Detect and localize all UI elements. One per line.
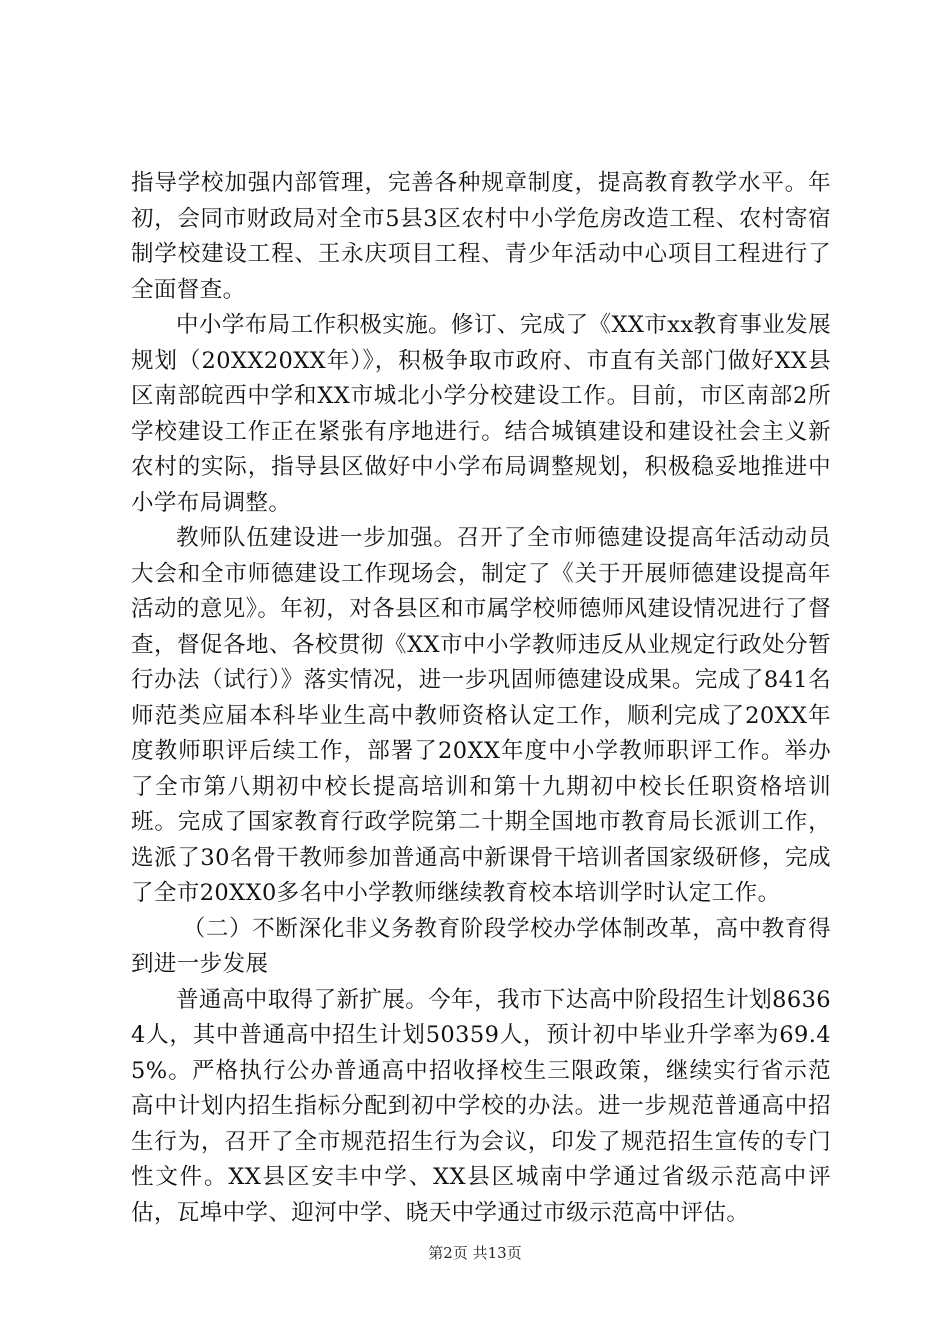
document-body (131, 166, 831, 1231)
paragraph-teacher-team: 教师队伍建设进一步加强。召开了全市师德建设提高年活动动员大会和全市师德建设工作现场会，制定了《关于开展师德建设提高年活动的意见》。年初，对各县区和市属学校师德师风建设情况进行了督查，督促各地、各校贯彻《XX市中小学教师违反从业规定行政处分暂行办法（试行）》落实情况，进一步巩固师德建设成果。完成了841名师范类应届本科毕业生高中教师资格认定工作，顺利完成了20XX年度教师职评后续工作，部署了20XX年度中小学教师职评工作。举办了全市第八期初中校长提高培训和第十九期初中校长任职资格培训班。完成了国家教育行政学院第二十期全国地市教育局长派训工作，选派了30名骨干教师参加普通高中新课骨干培训者国家级研修，完成了全市20XX0多名中小学教师继续教育校本培训学时认定工作。 (131, 525, 831, 906)
paragraph-high-school: 普通高中取得了新扩展。今年，我市下达高中阶段招生计划86364人，其中普通高中招生计划50359人，预计初中毕业升学率为69.45%。严格执行公办普通高中招收择校生三限政策，继续实行省示范高中计划内招生指标分配到初中学校的办法。进一步规范普通高中招生行为，召开了全市规范招生行为会议，印发了规范招生宣传的专门性文件。XX县区安丰中学、XX县区城南中学通过省级示范高中评估，瓦埠中学、迎河中学、晓天中学通过市级示范高中评估。 (131, 986, 831, 1226)
paragraph-continuation: 指导学校加强内部管理，完善各种规章制度，提高教育教学水平。年初，会同市财政局对全市5县3区农村中小学危房改造工程、农村寄宿制学校建设工程、王永庆项目工程、青少年活动中心项目工程进行了全面督查。 (131, 170, 831, 303)
section-heading: （二）不断深化非义务教育阶段学校办学体制改革，高中教育得到进一步发展 (131, 915, 831, 977)
page-number-footer: 第2页 共13页 (428, 1244, 522, 1262)
paragraph-school-layout: 中小学布局工作积极实施。修订、完成了《XX市xx教育事业发展规划（20XX20XX年）》，积极争取市政府、市直有关部门做好XX县区南部皖西中学和XX市城北小学分校建设工作。目前，市区南部2所学校建设工作正在紧张有序地进行。结合城镇建设和建设社会主义新农村的实际，指导县区做好中小学布局调整规划，积极稳妥地推进中小学布局调整。 (131, 312, 831, 516)
